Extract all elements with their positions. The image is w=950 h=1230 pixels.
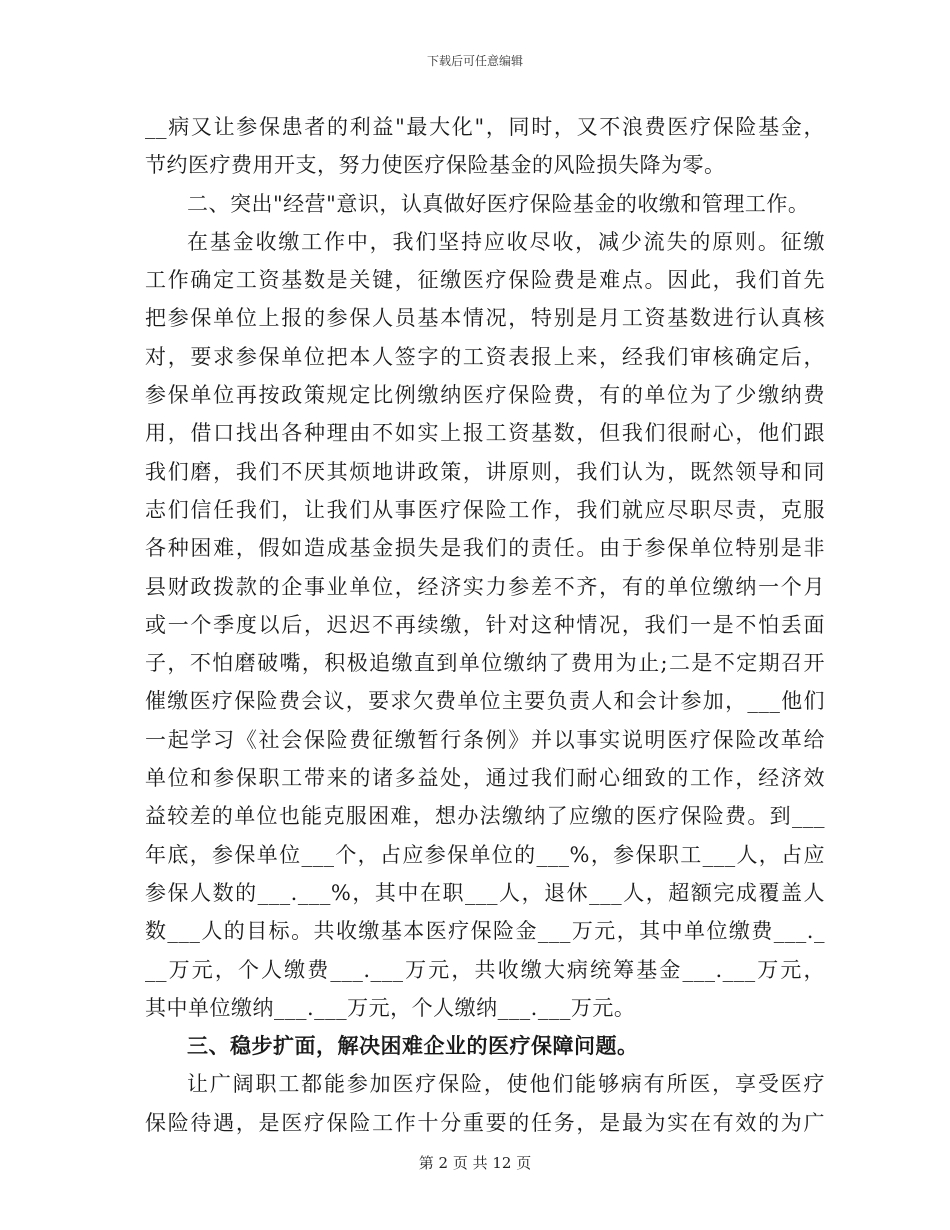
- text-line: 对，要求参保单位把本人签字的工资表报上来，经我们审核确定后，: [145, 344, 825, 369]
- text-line: __万元，个人缴费___.___万元，共收缴大病统筹基金___.___万元，: [145, 957, 825, 982]
- document-body: [145, 108, 825, 1142]
- text-line: 把参保单位上报的参保人员基本情况，特别是月工资基数进行认真核: [145, 306, 825, 331]
- text-line: 节约医疗费用开支，努力使医疗保险基金的风险损失降为零。: [145, 153, 726, 178]
- text-line: 用，借口找出各种理由不如实上报工资基数，但我们很耐心，他们跟: [145, 421, 825, 446]
- text-line: 一起学习《社会保险费征缴暂行条例》并以事实说明医疗保险改革给: [145, 727, 825, 752]
- text-line: 在基金收缴工作中，我们坚持应收尽收，减少流失的原则。征缴: [187, 229, 825, 254]
- section-heading: 二、突出"经营"意识，认真做好医疗保险基金的收缴和管理工作。: [187, 191, 810, 216]
- section-heading: 三、稳步扩面，解决困难企业的医疗保障问题。: [187, 1033, 639, 1059]
- text-line: __病又让参保患者的利益"最大化"，同时，又不浪费医疗保险基金，: [145, 115, 825, 139]
- text-line: 保险待遇，是医疗保险工作十分重要的任务，是最为实在有效的为广: [145, 1110, 825, 1135]
- text-line: 或一个季度以后，迟迟不再续缴，针对这种情况，我们一是不怕丢面: [145, 612, 825, 637]
- text-line: 催缴医疗保险费会议，要求欠费单位主要负责人和会计参加，___他们: [145, 689, 825, 714]
- text-line: 数___人的目标。共收缴基本医疗保险金___万元，其中单位缴费___._: [145, 919, 825, 944]
- text-line: 我们磨，我们不厌其烦地讲政策，讲原则，我们认为，既然领导和同: [145, 459, 825, 484]
- text-line: 参保人数的___.___%，其中在职___人，退休___人，超额完成覆盖人: [145, 880, 825, 905]
- text-line: 益较差的单位也能克服困难，想办法缴纳了应缴的医疗保险费。到___: [145, 804, 825, 829]
- text-line: 子，不怕磨破嘴，积极追缴直到单位缴纳了费用为止;二是不定期召开: [145, 651, 825, 676]
- text-line: 让广阔职工都能参加医疗保险，使他们能够病有所医，享受医疗: [187, 1072, 825, 1097]
- text-line: 参保单位再按政策规定比例缴纳医疗保险费，有的单位为了少缴纳费: [145, 383, 825, 408]
- text-line: 各种困难，假如造成基金损失是我们的责任。由于参保单位特别是非: [145, 536, 825, 561]
- text-line: 志们信任我们，让我们从事医疗保险工作，我们就应尽职尽责，克服: [145, 497, 825, 522]
- text-line: 县财政拨款的企事业单位，经济实力参差不齐，有的单位缴纳一个月: [145, 574, 825, 599]
- text-line: 工作确定工资基数是关键，征缴医疗保险费是难点。因此，我们首先: [145, 268, 825, 293]
- text-line: 年底，参保单位___个，占应参保单位的___%，参保职工___人，占应: [145, 842, 825, 867]
- text-line: 其中单位缴纳___.___万元，个人缴纳___.___万元。: [145, 995, 636, 1020]
- text-line: 单位和参保职工带来的诸多益处，通过我们耐心细致的工作，经济效: [145, 766, 825, 791]
- page-header: 下载后可任意编辑: [426, 54, 523, 68]
- page-number: 第 2 页 共 12 页: [418, 1154, 532, 1172]
